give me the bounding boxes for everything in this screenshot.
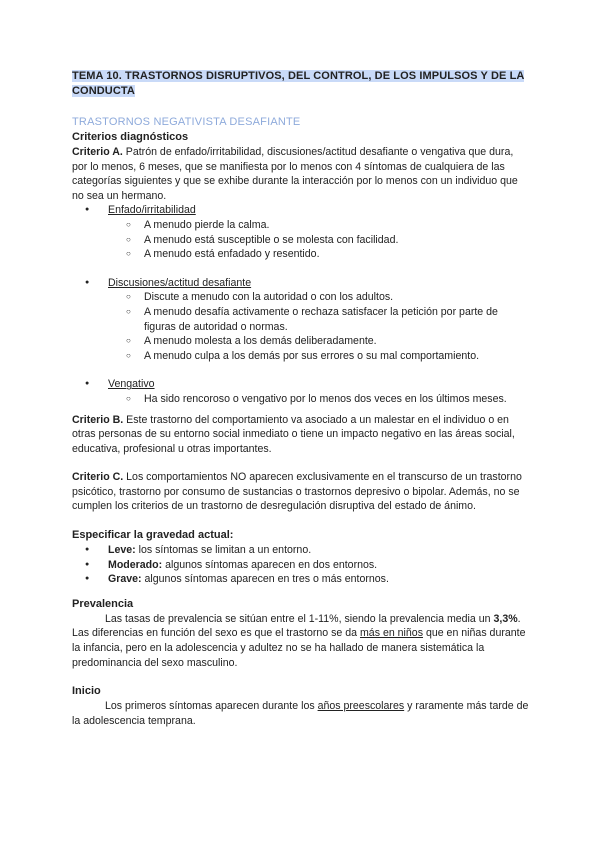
criterio-c-label: Criterio C.	[72, 471, 124, 484]
section-heading: TRASTORNOS NEGATIVISTA DESAFIANTE	[72, 116, 301, 128]
criterio-b-paragraph	[72, 413, 530, 457]
severity-text: los síntomas se limitan a un entorno.	[135, 544, 312, 557]
category-discusiones	[72, 276, 530, 364]
inicio-heading: Inicio	[72, 685, 101, 698]
severity-item-leve	[72, 543, 530, 558]
criterio-a-label: Criterio A.	[72, 146, 123, 158]
category-name: Enfado/irritabilidad	[108, 204, 196, 217]
inicio-paragraph	[72, 699, 530, 728]
severity-label: Moderado:	[108, 558, 163, 571]
symptom-item: ○ Ha sido rencoroso o vengativo por lo menos dos veces en los últimos meses.	[72, 392, 530, 407]
criteria-heading: Criterios diagnósticos	[72, 131, 189, 143]
title-highlight: TEMA 10. TRASTORNOS DISRUPTIVOS, DEL CONTROL, DE LOS IMPULSOS Y DE LA CONDUCTA	[72, 70, 525, 97]
severity-label: Leve:	[108, 544, 136, 557]
prevalencia-heading: Prevalencia	[72, 597, 134, 610]
symptom-item: ○ A menudo molesta a los demás deliberadamente.	[72, 334, 530, 349]
severity-label: Grave:	[108, 573, 142, 586]
symptom-item: ○ A menudo está susceptible o se molesta con facilidad.	[72, 233, 530, 248]
severity-item-grave	[72, 572, 530, 587]
category-name: Discusiones/actitud desafiante	[108, 276, 252, 289]
severity-item-moderado	[72, 558, 530, 573]
severity-text: algunos síntomas aparecen en dos entornos.	[162, 558, 378, 571]
severity-text: algunos síntomas aparecen en tres o más entornos.	[141, 573, 389, 586]
document-content	[72, 69, 530, 728]
severity-heading: Especificar la gravedad actual:	[72, 529, 234, 542]
prevalencia-paragraph	[72, 612, 530, 670]
symptom-item: ○ A menudo culpa a los demás por sus errores o su mal comportamiento.	[72, 349, 530, 364]
symptom-list	[108, 392, 530, 407]
prevalencia-underlined: más en niños	[359, 627, 423, 640]
symptom-item: ○ A menudo desafía activamente o rechaza satisfacer la petición por parte de figuras de autoridad o normas.	[72, 305, 530, 334]
criterio-b-text: Este trastorno del comportamiento va asociado a un malestar en el individuo o en otras personas de su entorno social inmediato o tiene un impacto negativo en las áreas social, educativa, profesional u otras importantes.	[72, 413, 515, 455]
inicio-text-2: y raramente más tarde de la adolescencia temprana.	[72, 700, 529, 727]
criterio-c-text: Los comportamientos NO aparecen exclusivamente en el transcurso de un trastorno psicótico, trastorno por consumo de sustancias o trastornos depresivo o bipolar. Además, no se cumplen los criterios de un trastorno de desregulación disruptiva del estado de ánimo.	[72, 471, 522, 513]
severity-list	[72, 543, 530, 587]
category-name: Vengativo	[108, 378, 155, 391]
symptom-item: ○ A menudo está enfadado y resentido.	[72, 247, 530, 262]
symptom-list	[108, 218, 530, 262]
document-title	[72, 69, 530, 99]
prevalencia-value: 3,3%	[493, 612, 518, 625]
symptom-item: ○ Discute a menudo con la autoridad o con los adultos.	[72, 290, 530, 305]
criterio-a-text: Patrón de enfado/irritabilidad, discusiones/actitud desafiante o vengativa que dura, por lo menos, 6 meses, que se manifiesta por lo menos con 4 síntomas de cualquiera de las categorías siguientes y que se exhibe durante la interacción por lo menos con un individuo que no sea un hermano.	[72, 146, 518, 202]
symptom-list	[108, 290, 530, 363]
prevalencia-text-3: que en niñas durante la infancia, pero en la adolescencia y adultez no se ha hallado de manera sistemática la predominancia del sexo masculino.	[72, 627, 526, 669]
criterio-a-paragraph	[72, 145, 530, 203]
prevalencia-text-2: . Las diferencias en función del sexo es que el trastorno se da	[72, 612, 521, 640]
symptom-categories-list	[72, 203, 530, 406]
criterio-c-paragraph	[72, 470, 530, 514]
inicio-text-1: Los primeros síntomas aparecen durante los	[105, 700, 318, 713]
inicio-underlined: años preescolares	[317, 700, 405, 713]
category-vengativo	[72, 377, 530, 406]
prevalencia-text-1: Las tasas de prevalencia se sitúan entre el 1-11%, siendo la prevalencia media un	[105, 612, 494, 625]
symptom-item: ○ A menudo pierde la calma.	[72, 218, 530, 233]
criterio-b-label: Criterio B.	[72, 413, 124, 426]
category-enfado	[72, 203, 530, 261]
